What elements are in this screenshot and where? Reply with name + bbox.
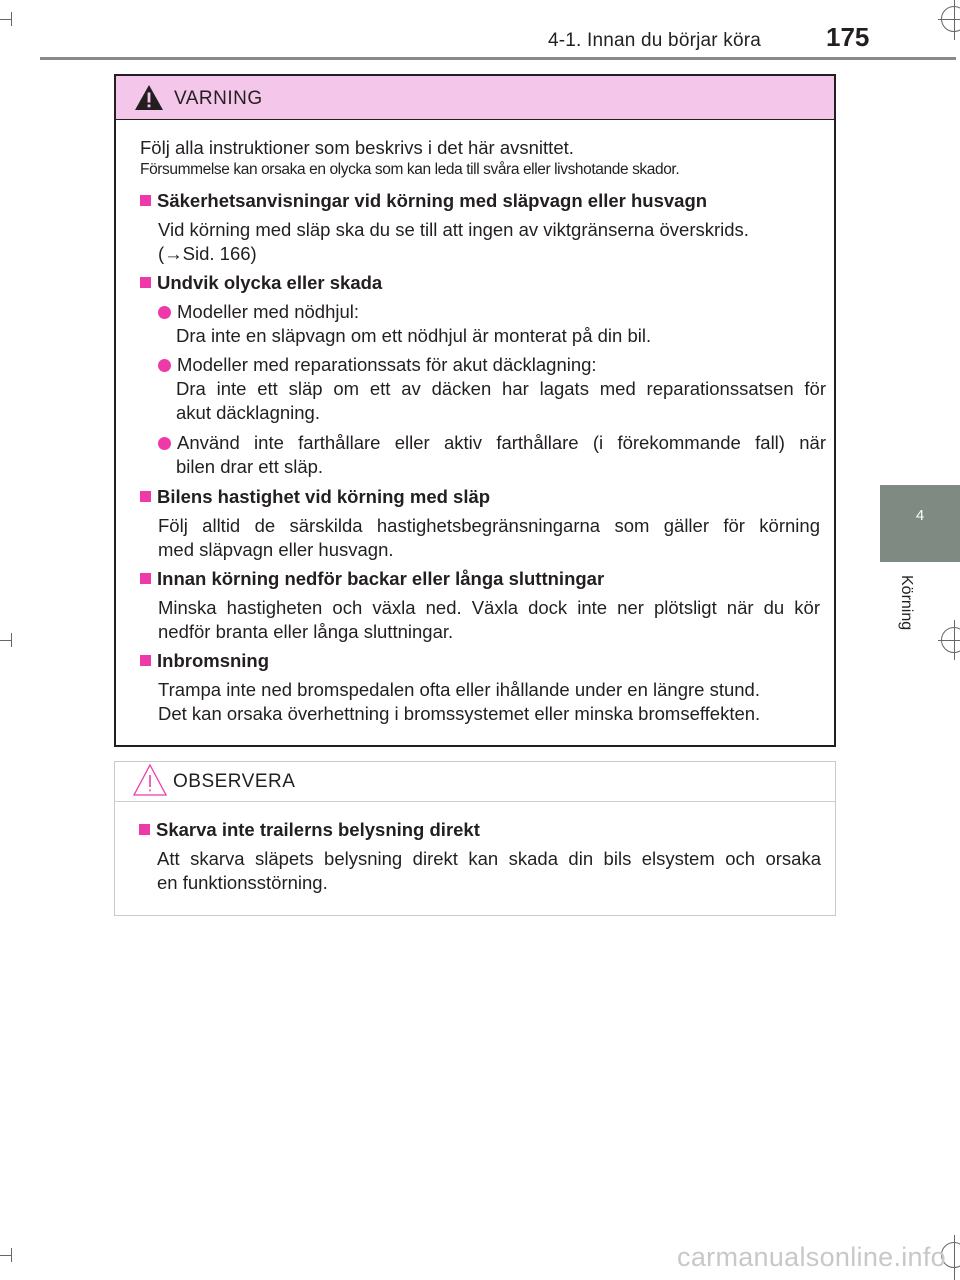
- warning-box: [114, 74, 836, 747]
- notice-box: [114, 761, 836, 916]
- crop-mark: [11, 12, 12, 26]
- warning-intro: Följ alla instruktioner som beskrivs i det här avsnittet.: [140, 137, 574, 158]
- body-text: Dra inte ett släp om ett av däcken har lagats med reparationssatsen för: [176, 378, 826, 399]
- caution-triangle-icon: [133, 763, 167, 797]
- section-heading: Inbromsning: [140, 649, 826, 673]
- body-text: Att skarva släpets belysning direkt kan skada din bils elsystem och orsaka: [157, 848, 821, 869]
- square-bullet-icon: [140, 573, 151, 584]
- chapter-number: 4: [915, 507, 925, 524]
- list-item: Modeller med reparationssats för akut däcklagning:: [158, 353, 826, 377]
- body-text: akut däcklagning.: [176, 402, 320, 423]
- body-text: en funktionsstörning.: [157, 872, 328, 893]
- body-text: med släpvagn eller husvagn.: [158, 539, 394, 560]
- crop-mark: [954, 620, 955, 660]
- crop-mark: [938, 19, 960, 20]
- warning-intro-small: Försummelse kan orsaka en olycka som kan leda till svåra eller livshotande skador.: [140, 161, 680, 178]
- notice-title: OBSERVERA: [173, 771, 296, 792]
- body-text: bilen drar ett släp.: [176, 456, 324, 477]
- chapter-label: Körning: [898, 575, 915, 631]
- square-bullet-icon: [140, 277, 151, 288]
- header-divider: [40, 57, 956, 60]
- round-bullet-icon: [158, 359, 171, 372]
- warning-title: VARNING: [174, 88, 263, 109]
- body-text: Det kan orsaka överhettning i bromssystemet eller minska bromseffekten.: [158, 703, 761, 724]
- watermark: carmanualsonline.info: [677, 1242, 946, 1272]
- section-heading: Undvik olycka eller skada: [140, 271, 826, 295]
- body-text: nedför branta eller långa sluttningar.: [158, 621, 454, 642]
- crop-mark: [11, 1248, 12, 1262]
- round-bullet-icon: [158, 306, 171, 319]
- section-heading: Bilens hastighet vid körning med släp: [140, 485, 826, 509]
- section-heading: Säkerhetsanvisningar vid körning med släpvagn eller husvagn: [140, 189, 826, 213]
- chapter-tab: [880, 485, 960, 562]
- crop-mark: [938, 640, 960, 641]
- body-text: Trampa inte ned bromspedalen ofta eller ihållande under en längre stund.: [158, 679, 760, 700]
- notice-header: [115, 762, 835, 802]
- square-bullet-icon: [140, 491, 151, 502]
- body-text: Följ alltid de särskilda hastighetsbegränsningarna som gäller för körning: [158, 515, 820, 536]
- page-number: 175: [826, 22, 870, 52]
- section-title: 4-1. Innan du börjar köra: [548, 30, 762, 51]
- list-item: Använd inte farthållare eller aktiv farthållare (i förekommande fall) när: [158, 431, 826, 455]
- page-reference: (→Sid. 166): [158, 243, 257, 264]
- warning-header: [116, 76, 834, 120]
- warning-triangle-icon: [134, 84, 164, 111]
- section-heading: Innan körning nedför backar eller långa sluttningar: [140, 567, 826, 591]
- body-text: Dra inte en släpvagn om ett nödhjul är monterat på din bil.: [176, 325, 652, 346]
- body-text: Vid körning med släp ska du se till att ingen av viktgränserna överskrids.: [158, 219, 749, 240]
- square-bullet-icon: [140, 195, 151, 206]
- square-bullet-icon: [140, 655, 151, 666]
- round-bullet-icon: [158, 437, 171, 450]
- crop-mark: [954, 1235, 955, 1280]
- square-bullet-icon: [139, 824, 150, 835]
- section-heading: Skarva inte trailerns belysning direkt: [139, 818, 827, 842]
- body-text: Minska hastigheten och växla ned. Växla dock inte ner plötsligt när du kör: [158, 597, 820, 618]
- crop-mark: [954, 0, 955, 40]
- crop-mark: [11, 633, 12, 647]
- list-item: Modeller med nödhjul:: [158, 300, 826, 324]
